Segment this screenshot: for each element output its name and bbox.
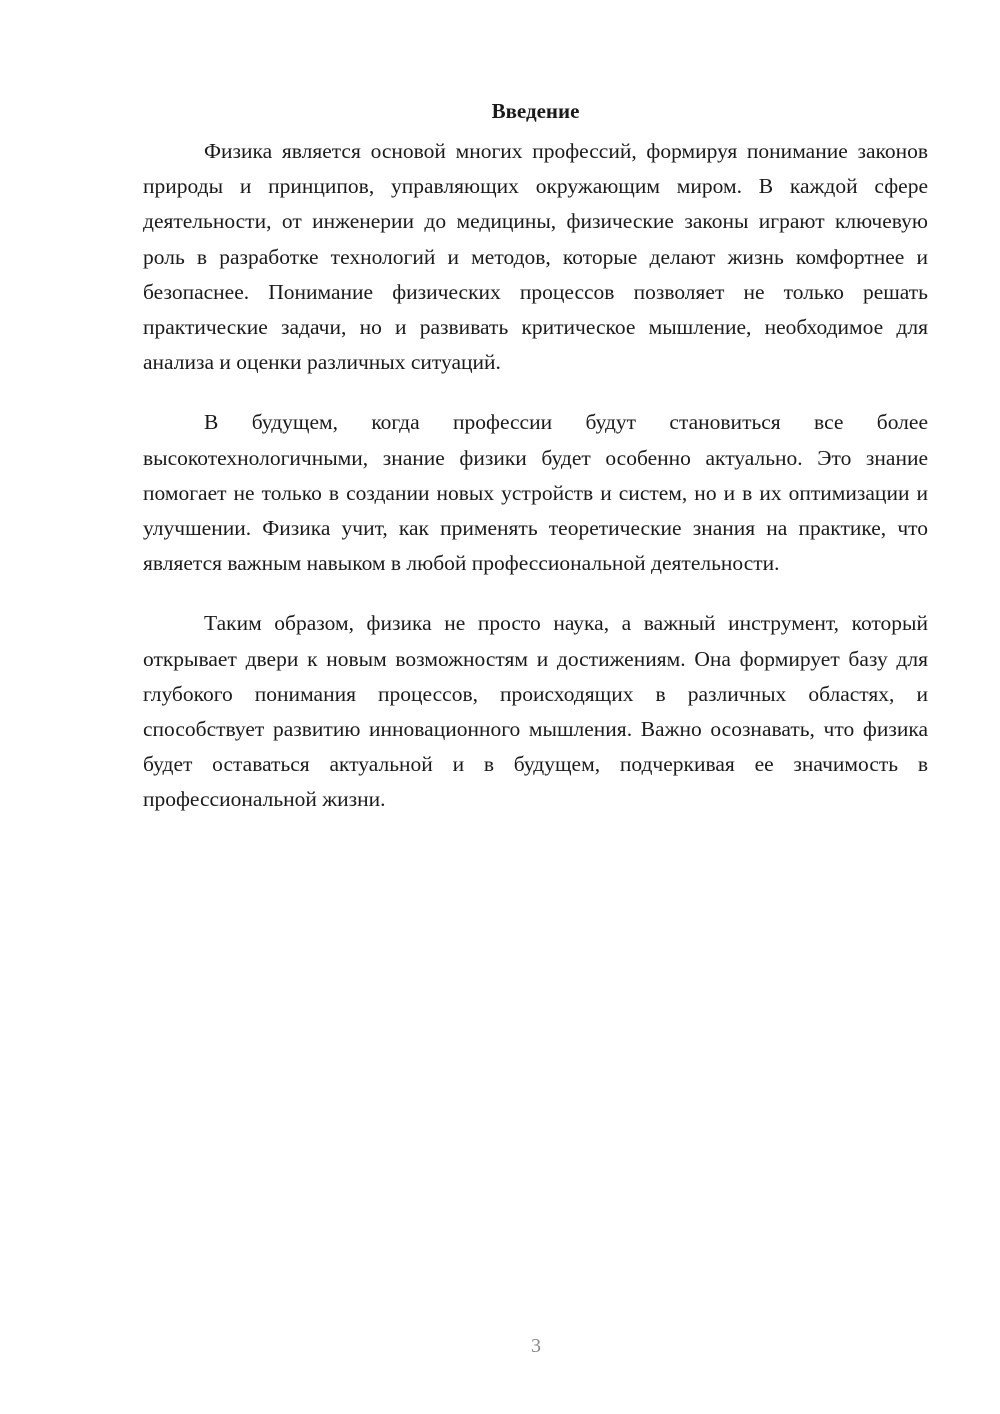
- section-title: Введение: [491, 99, 580, 123]
- paragraph-1: Физика является основой многих профессий, формируя понимание законов природы и принципов, управляющих окружающим миром. В каждой сфере деятельности, от инженерии до медицины, физические законы играют ключевую роль в разработке технологий и методов, которые делают жизнь комфортнее и безопаснее. Понимание физических процессов позволяет не только решать практические задачи, но и развивать критическое мышление, необходимое для анализа и оценки различных ситуаций.: [143, 139, 928, 375]
- page-number: 3: [531, 1335, 541, 1357]
- paragraph-2: В будущем, когда профессии будут становиться все более высокотехнологичными, знание физики будет особенно актуально. Это знание помогает не только в создании новых устройств и систем, но и в их оптимизации и улучшении. Физика учит, как применять теоретические знания на практике, что является важным навыком в любой профессиональной деятельности.: [143, 410, 928, 576]
- page-content: [143, 96, 928, 843]
- paragraph-3: Таким образом, физика не просто наука, а важный инструмент, который открывает двери к новым возможностям и достижениям. Она формирует базу для глубокого понимания процессов, происходящих в различных областях, и способствует развитию инновационного мышления. Важно осознавать, что физика будет оставаться актуальной и в будущем, подчеркивая ее значимость в профессиональной жизни.: [143, 611, 928, 812]
